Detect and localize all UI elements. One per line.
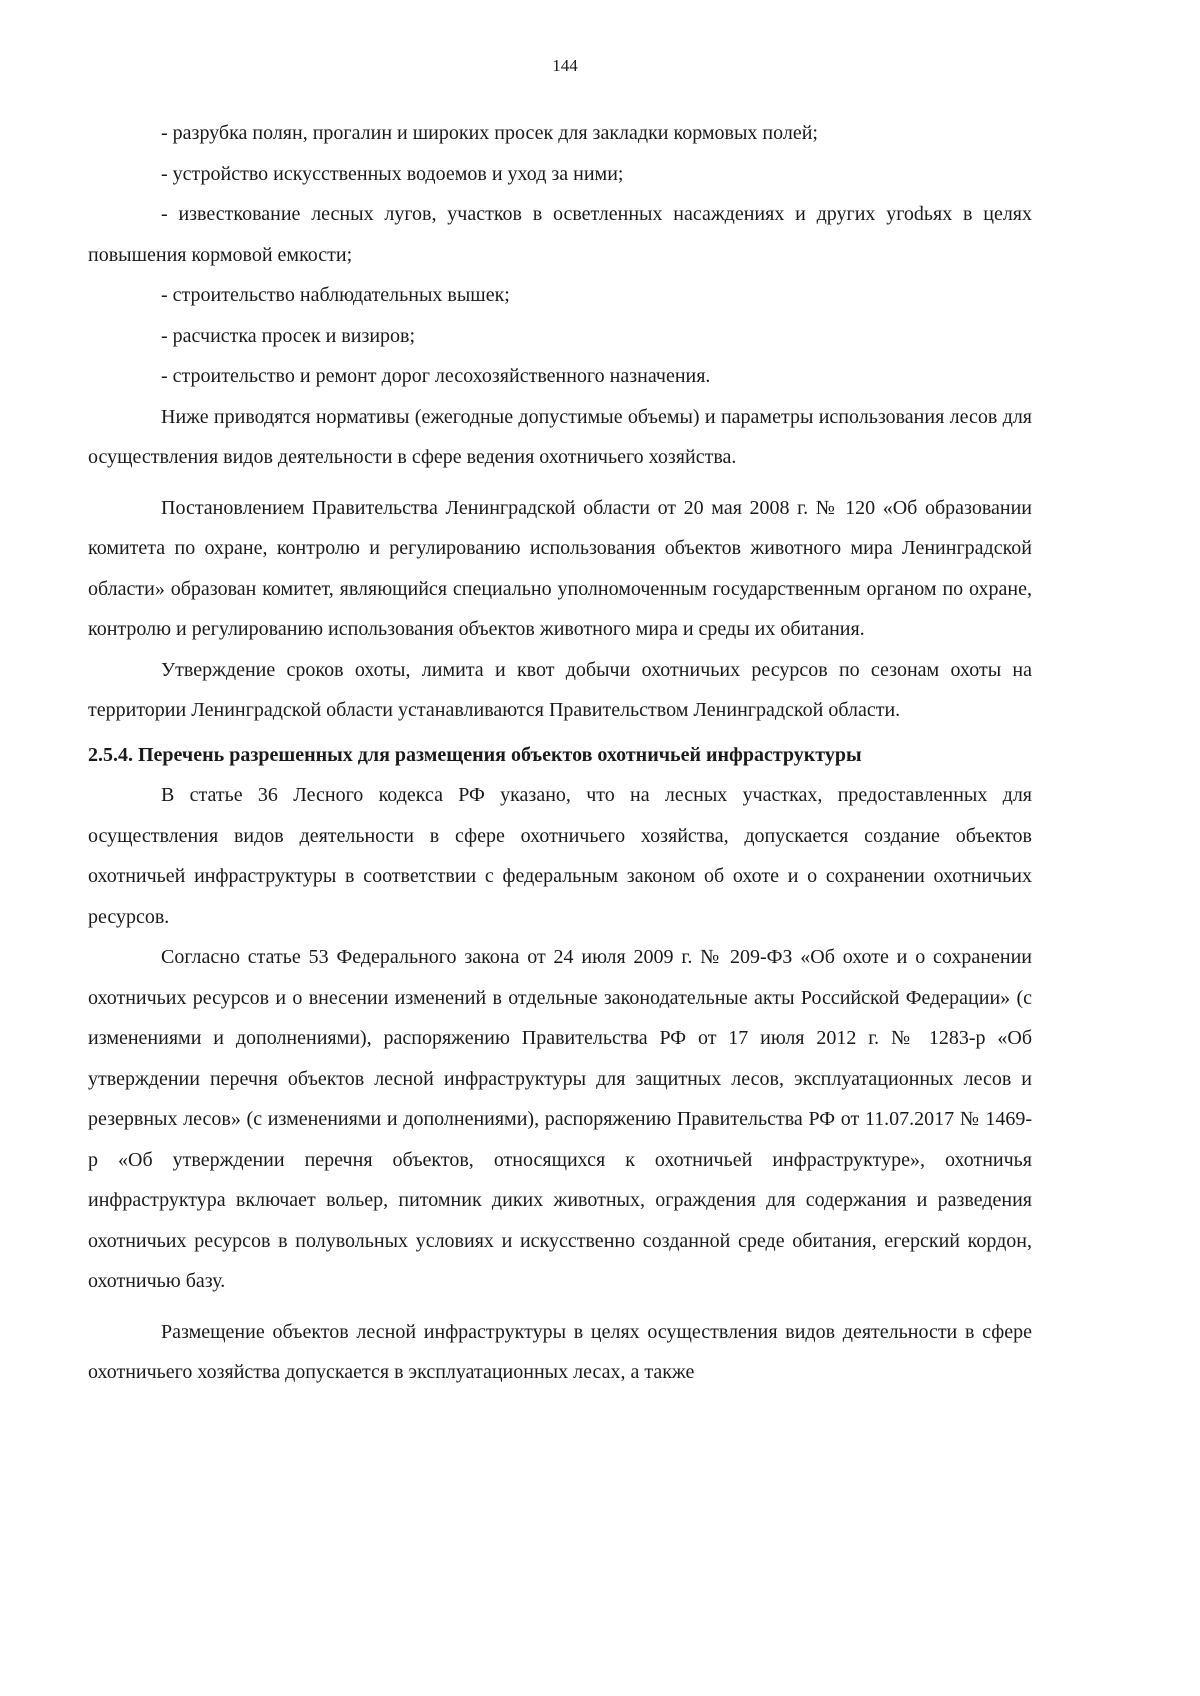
list-item: - известкование лесных лугов, участков в осветленных насаждениях и других угоdьях в целях повышения кормовой емкости;: [88, 203, 1032, 266]
paragraph-federal-law: Согласно статье 53 Федерального закона от 24 июля 2009 г. № 209-ФЗ «Об охоте и о сохранении охотничьих ресурсов и о внесении изменений в отдельные законодательные акты Российской Федерации» (с изменениями и дополнениями), распоряжению Правительства РФ от 17 июля 2012 г. № 1283-р «Об утверждении перечня объектов лесной инфраструктуры для защитных лесов, эксплуатационных лесов и резервных лесов» (с изменениями и дополнениями), распоряжению Правительства РФ от 11.07.2017 № 1469-р «Об утверждении перечня объектов, относящихся к охотничьей инфраструктуре», охотничья инфраструктура включает вольер, питомник диких животных, ограждения для содержания и разведения охотничьих ресурсов в полувольных условиях и искусственно созданной среде обитания, егерский кордон, охотничью базу.: [88, 946, 1032, 1292]
page-content: [88, 113, 1032, 1393]
list-item: - строительство наблюдательных вышек;: [161, 284, 510, 306]
paragraph-forest-code: В статье 36 Лесного кодекса РФ указано, что на лесных участках, предоставленных для осуществления видов деятельности в сфере охотничьего хозяйства, допускается создание объектов охотничьей инфраструктуры в соответствии с федеральным законом об охоте и о сохранении охотничьих ресурсов.: [88, 784, 1032, 928]
page-number: 144: [552, 56, 578, 75]
list-item: - строительство и ремонт дорог лесохозяйственного назначения.: [161, 365, 711, 387]
list-item: - расчистка просек и визиров;: [161, 324, 416, 347]
paragraph-normatives: Ниже приводятся нормативы (ежегодные допустимые объемы) и параметры использования лесов для осуществления видов деятельности в сфере ведения охотничьего хозяйства.: [88, 405, 1032, 468]
section-heading: 2.5.4. Перечень разрешенных для размещения объектов охотничьей инфраструктуры: [88, 743, 862, 766]
paragraph-resolution: Постановлением Правительства Ленинградской области от 20 мая 2008 г. № 120 «Об образовании комитета по охране, контролю и регулированию использования объектов животного мира Ленинградской области» образован комитет, являющийся специально уполномоченным государственным органом по охране, контролю и регулированию использования объектов животного мира и среды их обитания.: [88, 496, 1032, 640]
list-item: - устройство искусственных водоемов и уход за ними;: [161, 162, 624, 185]
paragraph-placement: Размещение объектов лесной инфраструктуры в целях осуществления видов деятельности в сфере охотничьего хозяйства допускается в эксплуатационных лесах, а также: [88, 1320, 1032, 1383]
paragraph-hunting-terms: Утверждение сроков охоты, лимита и квот добычи охотничьих ресурсов по сезонам охоты на территории Ленинградской области устанавливаются Правительством Ленинградской области.: [88, 658, 1032, 721]
list-item: - разрубка полян, прогалин и широких просек для закладки кормовых полей;: [161, 122, 818, 144]
